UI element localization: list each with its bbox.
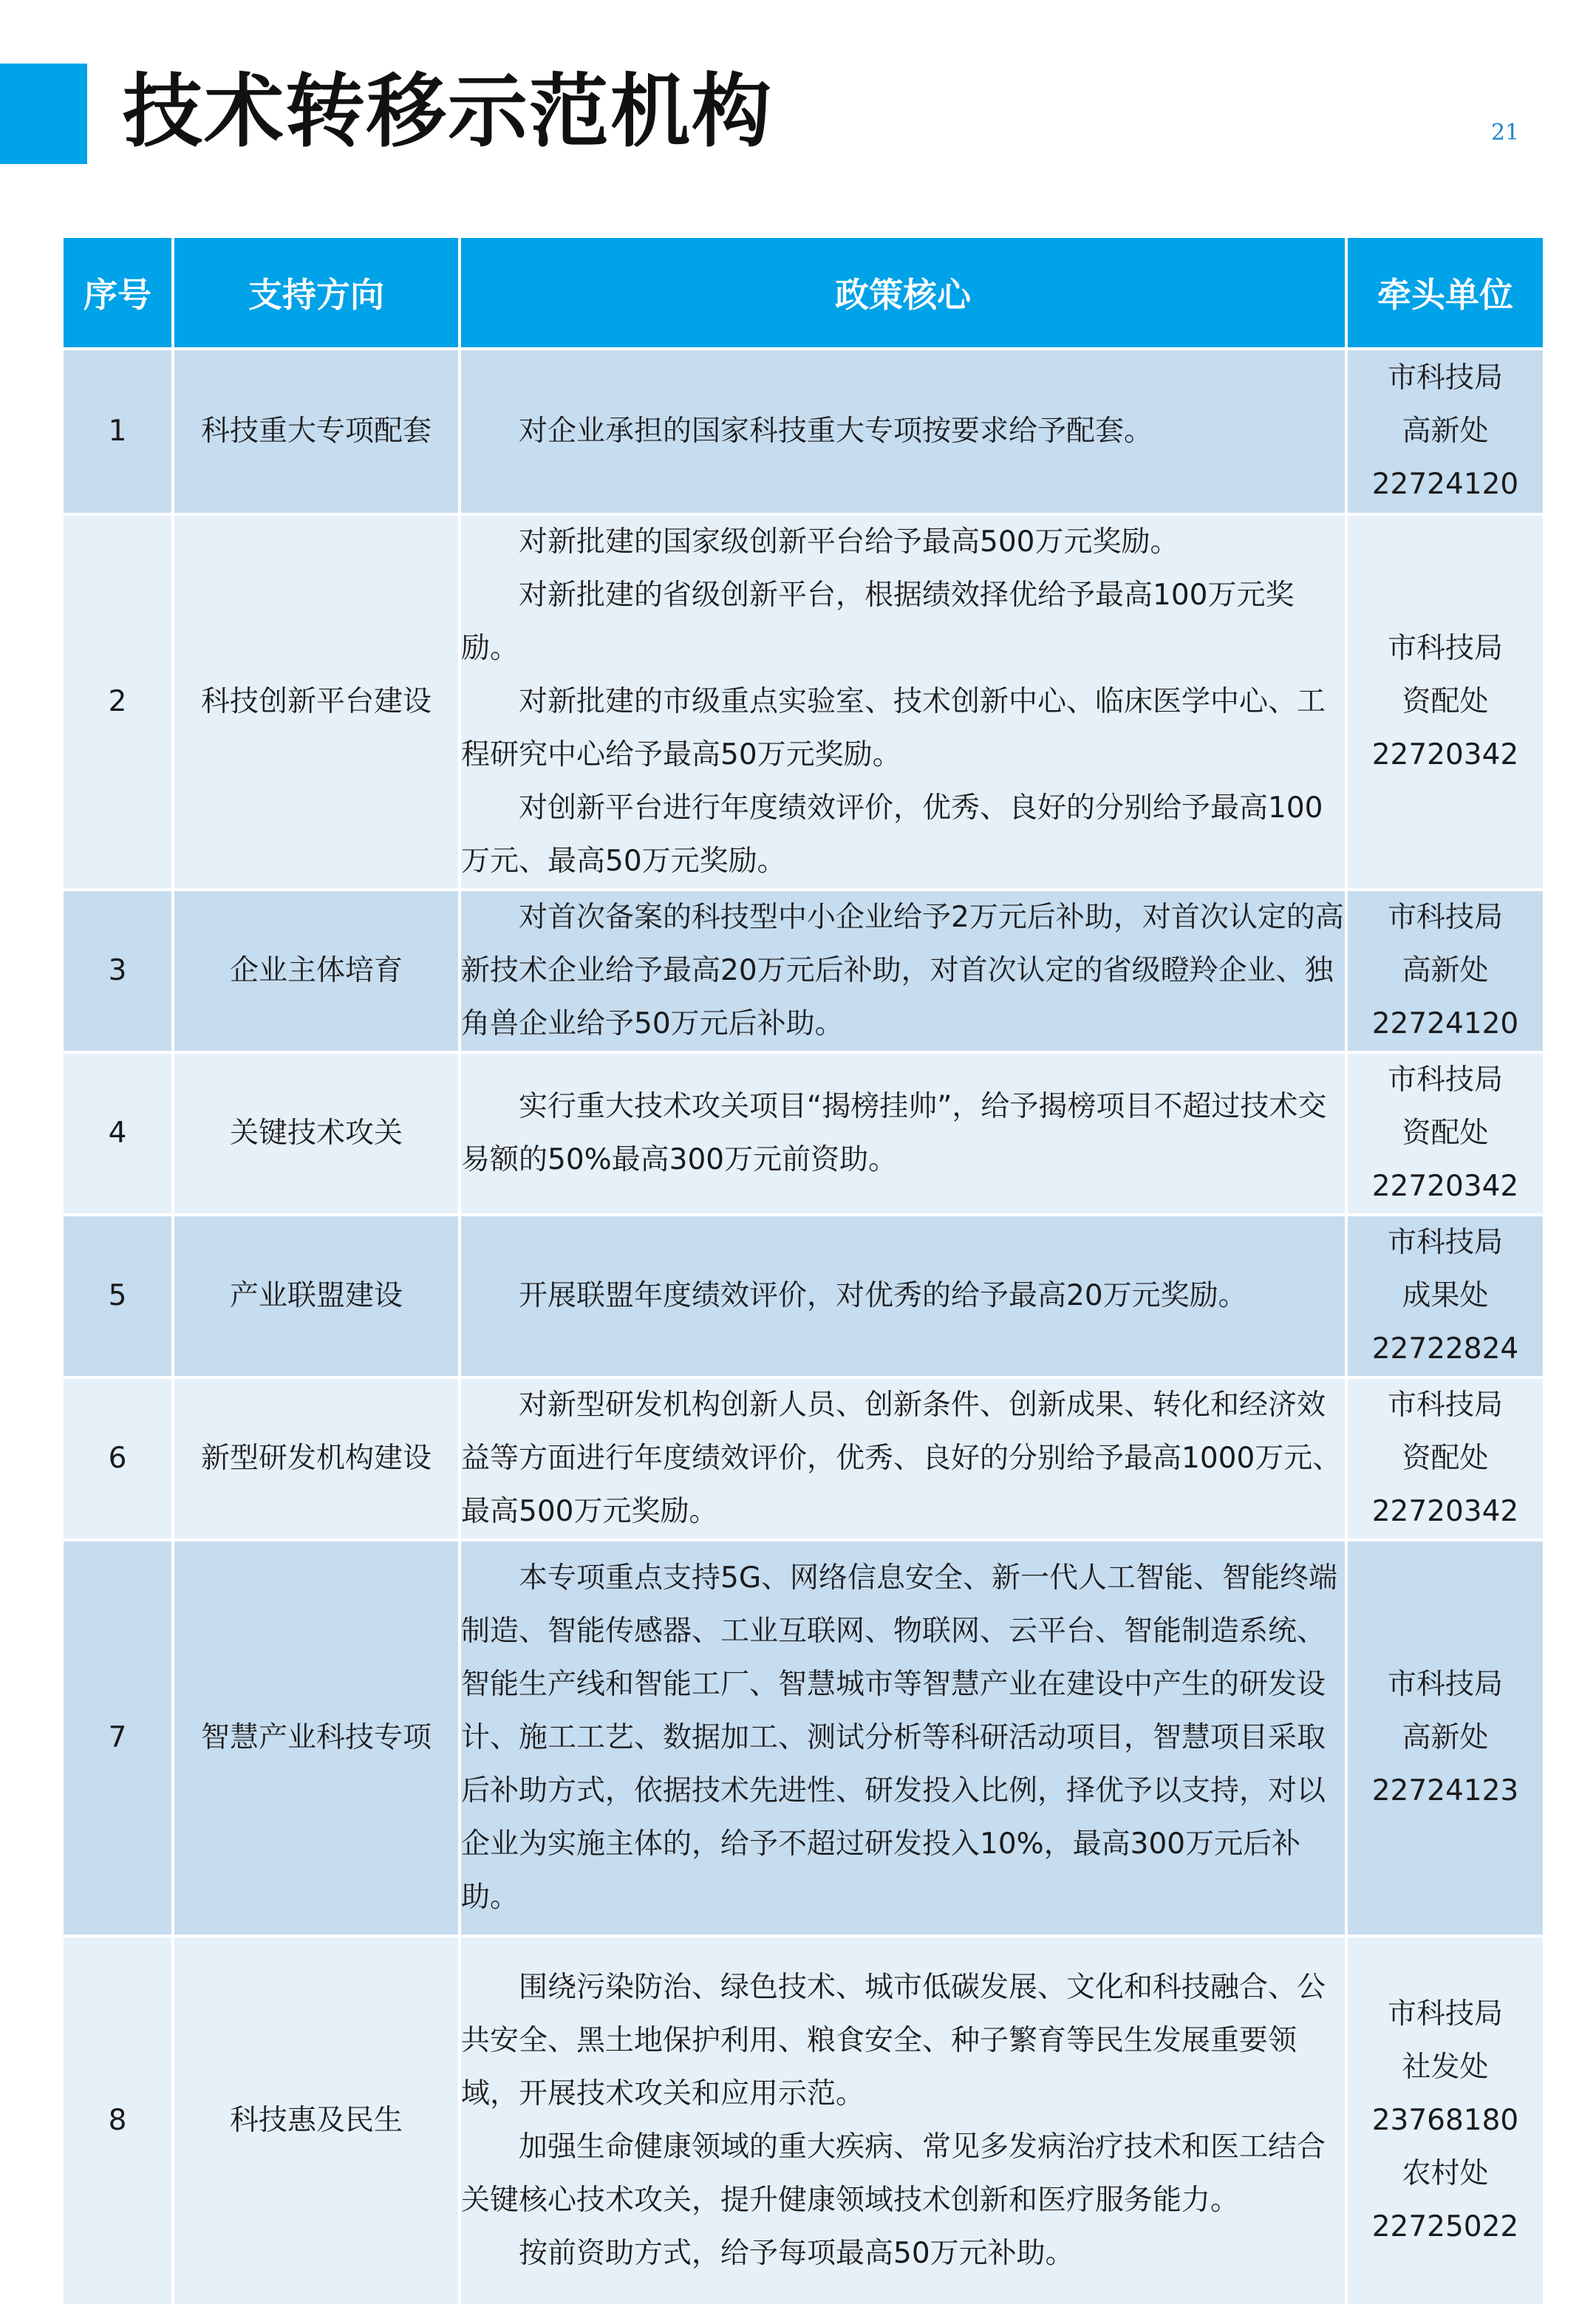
table-header-row <box>62 236 1544 349</box>
policy-paragraph: 对新批建的国家级创新平台给予最高500万元奖励。 <box>519 525 1179 559</box>
column-header-no: 序号 <box>62 236 173 349</box>
row-number: 6 <box>62 1377 173 1540</box>
policy-core <box>460 1936 1346 2306</box>
lead-unit-line: 资配处 <box>1402 1117 1489 1150</box>
lead-unit <box>1346 1377 1544 1540</box>
lead-unit-line: 高新处 <box>1402 1721 1489 1754</box>
lead-unit-line: 23768180 <box>1371 2104 1519 2137</box>
lead-unit-line: 22724120 <box>1371 468 1519 501</box>
lead-unit-line: 市科技局 <box>1387 1388 1503 1422</box>
policy-core <box>460 1215 1346 1377</box>
row-number: 2 <box>62 514 173 890</box>
table-row <box>62 1377 1544 1540</box>
policy-paragraph: 对新批建的市级重点实验室、技术创新中心、临床医学中心、工程研究中心给予最高50万元奖励。 <box>461 685 1326 771</box>
lead-unit-line: 成果处 <box>1402 1279 1489 1312</box>
lead-unit-line: 市科技局 <box>1387 1226 1503 1259</box>
policy-table <box>61 235 1546 2307</box>
support-direction: 科技重大专项配套 <box>173 349 460 514</box>
policy-paragraph: 围绕污染防治、绿色技术、城市低碳发展、文化和科技融合、公共安全、黑土地保护利用、粮食安全、种子繁育等民生发展重要领域，开展技术攻关和应用示范。 <box>461 1971 1326 2110</box>
lead-unit <box>1346 1215 1544 1377</box>
lead-unit <box>1346 349 1544 514</box>
support-direction: 智慧产业科技专项 <box>173 1540 460 1936</box>
policy-paragraph: 开展联盟年度绩效评价，对优秀的给予最高20万元奖励。 <box>519 1279 1247 1312</box>
lead-unit <box>1346 890 1544 1052</box>
table-row <box>62 349 1544 514</box>
table-row <box>62 1215 1544 1377</box>
lead-unit-line: 高新处 <box>1402 415 1489 448</box>
table-row <box>62 1936 1544 2306</box>
lead-unit-line: 高新处 <box>1402 954 1489 987</box>
support-direction: 产业联盟建设 <box>173 1215 460 1377</box>
lead-unit-line: 22720342 <box>1371 738 1519 771</box>
lead-unit-line: 市科技局 <box>1387 1063 1503 1097</box>
lead-unit-line: 22720342 <box>1371 1495 1519 1528</box>
support-direction: 科技惠及民生 <box>173 1936 460 2306</box>
page-title: 技术转移示范机构 <box>123 66 774 158</box>
lead-unit-line: 资配处 <box>1402 685 1489 718</box>
lead-unit-line: 市科技局 <box>1387 632 1503 665</box>
policy-core <box>460 1377 1346 1540</box>
lead-unit-line: 市科技局 <box>1387 361 1503 395</box>
table-row <box>62 1052 1544 1215</box>
lead-unit-line: 22724123 <box>1371 1774 1519 1807</box>
row-number: 7 <box>62 1540 173 1936</box>
lead-unit-line: 22722824 <box>1371 1332 1519 1366</box>
lead-unit-line: 市科技局 <box>1387 1997 1503 2031</box>
lead-unit-line: 市科技局 <box>1387 901 1503 934</box>
policy-core <box>460 514 1346 890</box>
row-number: 1 <box>62 349 173 514</box>
lead-unit-line: 社发处 <box>1402 2051 1489 2084</box>
lead-unit <box>1346 1052 1544 1215</box>
table-row <box>62 890 1544 1052</box>
row-number: 8 <box>62 1936 173 2306</box>
support-direction: 科技创新平台建设 <box>173 514 460 890</box>
row-number: 5 <box>62 1215 173 1377</box>
table-row <box>62 1540 1544 1936</box>
lead-unit <box>1346 1936 1544 2306</box>
support-direction: 企业主体培育 <box>173 890 460 1052</box>
policy-core <box>460 1052 1346 1215</box>
lead-unit-line: 农村处 <box>1402 2157 1489 2190</box>
column-header-policy: 政策核心 <box>460 236 1346 349</box>
title-accent-bar <box>0 64 87 164</box>
policy-paragraph: 加强生命健康领域的重大疾病、常见多发病治疗技术和医工结合关键核心技术攻关，提升健康领域技术创新和医疗服务能力。 <box>461 2130 1326 2217</box>
row-number: 3 <box>62 890 173 1052</box>
policy-paragraph: 本专项重点支持5G、网络信息安全、新一代人工智能、智能终端制造、智能传感器、工业互联网、物联网、云平台、智能制造系统、智能生产线和智能工厂、智慧城市等智慧产业在建设中产生的研发设计、施工工艺、数据加工、测试分析等科研活动项目，智慧项目采取后补助方式，依据技术先进性、研发投入比例，择优予以支持，对以企业为实施主体的，给予不超过研发投入10%，最高300万元后补助。 <box>461 1561 1338 1914</box>
policy-paragraph: 对首次备案的科技型中小企业给予2万元后补助，对首次认定的高新技术企业给予最高20万元后补助，对首次认定的省级瞪羚企业、独角兽企业给予50万元后补助。 <box>461 901 1344 1040</box>
lead-unit-line: 市科技局 <box>1387 1668 1503 1701</box>
lead-unit-line: 资配处 <box>1402 1442 1489 1475</box>
row-number: 4 <box>62 1052 173 1215</box>
page-number: 21 <box>1491 120 1520 146</box>
column-header-direction: 支持方向 <box>173 236 460 349</box>
column-header-unit: 牵头单位 <box>1346 236 1544 349</box>
lead-unit-line: 22725022 <box>1371 2210 1519 2243</box>
lead-unit <box>1346 1540 1544 1936</box>
policy-paragraph: 实行重大技术攻关项目“揭榜挂帅”，给予揭榜项目不超过技术交易额的50%最高300万元前资助。 <box>461 1090 1327 1176</box>
policy-core <box>460 890 1346 1052</box>
table-row <box>62 514 1544 890</box>
policy-core <box>460 349 1346 514</box>
policy-paragraph: 对创新平台进行年度绩效评价，优秀、良好的分别给予最高100万元、最高50万元奖励。 <box>461 791 1323 878</box>
policy-paragraph: 对新批建的省级创新平台，根据绩效择优给予最高100万元奖励。 <box>461 579 1295 665</box>
policy-paragraph: 对企业承担的国家科技重大专项按要求给予配套。 <box>519 415 1153 448</box>
support-direction: 关键技术攻关 <box>173 1052 460 1215</box>
policy-paragraph: 对新型研发机构创新人员、创新条件、创新成果、转化和经济效益等方面进行年度绩效评价，优秀、良好的分别给予最高1000万元、最高500万元奖励。 <box>461 1388 1342 1528</box>
support-direction: 新型研发机构建设 <box>173 1377 460 1540</box>
lead-unit <box>1346 514 1544 890</box>
lead-unit-line: 22720342 <box>1371 1170 1519 1203</box>
lead-unit-line: 22724120 <box>1371 1007 1519 1040</box>
policy-core <box>460 1540 1346 1936</box>
policy-paragraph: 按前资助方式，给予每项最高50万元补助。 <box>519 2237 1074 2270</box>
